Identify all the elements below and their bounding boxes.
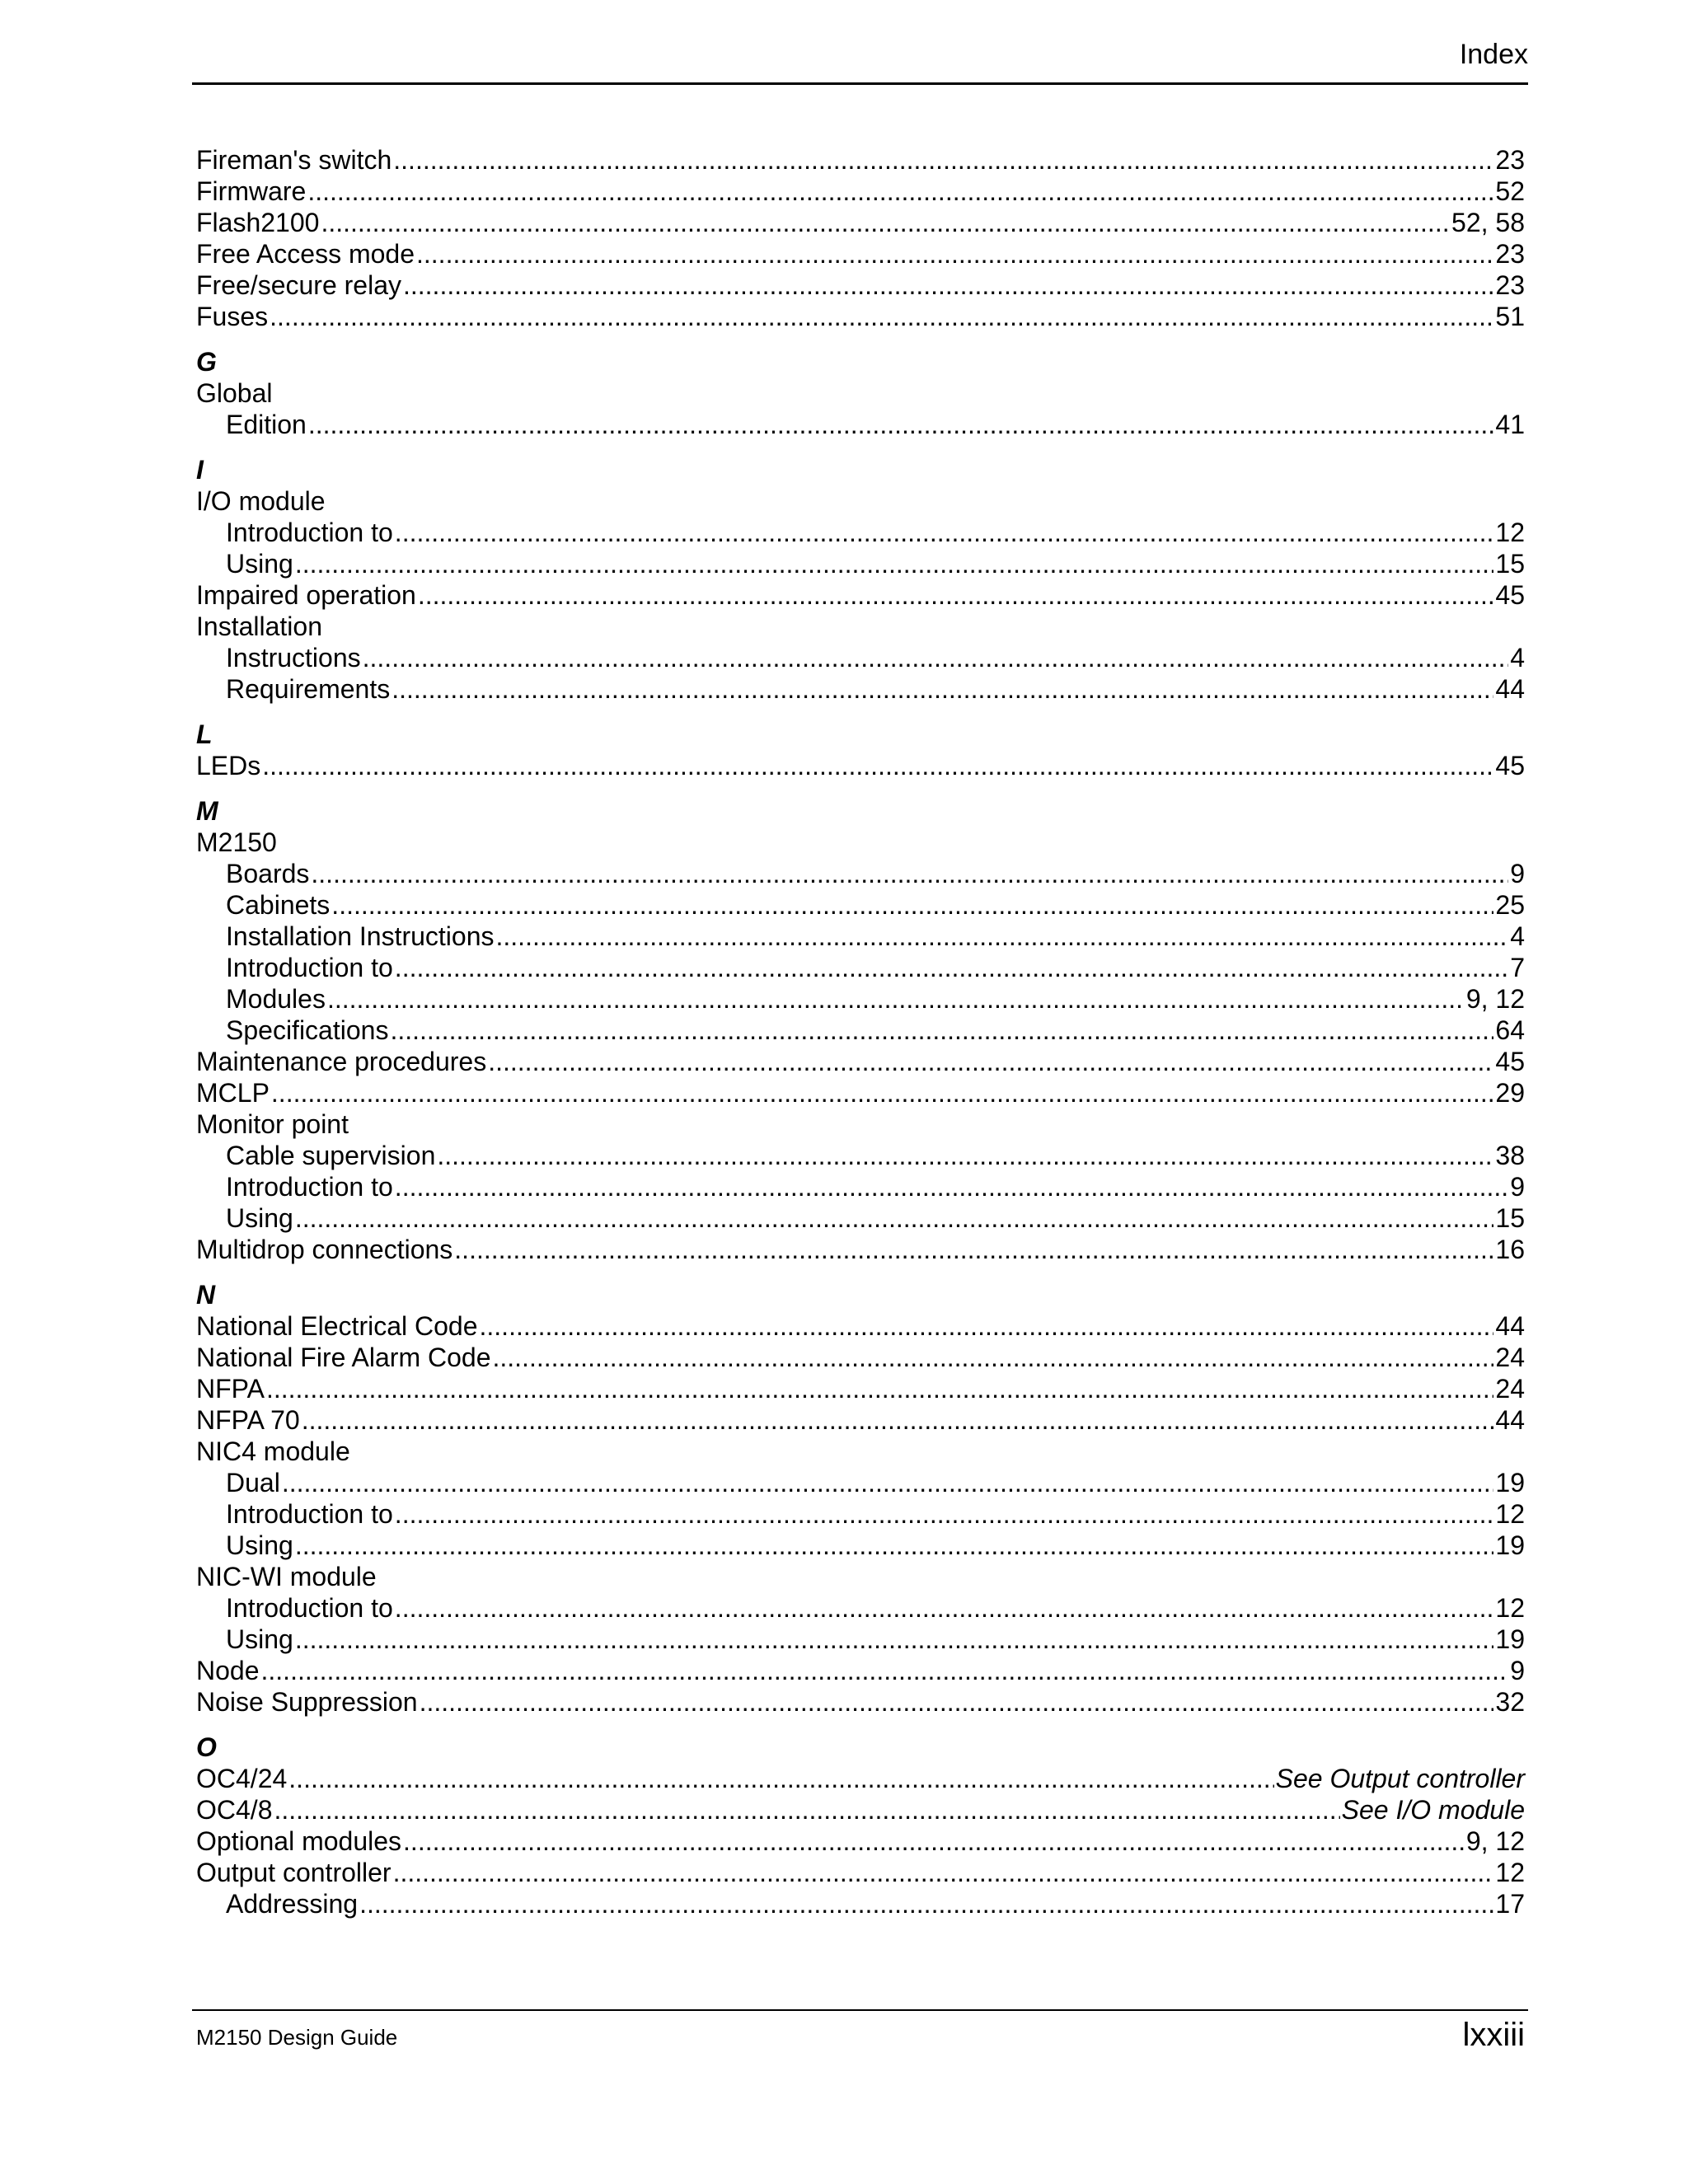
index-page-numbers: 12: [1495, 1593, 1525, 1623]
footer-page-number: lxxiii: [1462, 2017, 1525, 2053]
index-page-numbers: 9, 12: [1465, 1826, 1525, 1856]
dot-leader: [266, 1373, 1493, 1404]
dot-leader: [488, 1046, 1493, 1077]
index-term: Fireman's switch: [196, 145, 392, 175]
page-header-title: Index: [1459, 39, 1528, 70]
footer-guide-title: M2150 Design Guide: [196, 2025, 398, 2050]
index-term: Free/secure relay: [196, 270, 401, 300]
index-term: Cable supervision: [226, 1141, 436, 1170]
dot-leader: [395, 1498, 1494, 1530]
index-page-numbers: 12: [1495, 1499, 1525, 1529]
index-subentry: [196, 1888, 1525, 1919]
dot-leader: [392, 673, 1493, 705]
index-term: Free Access mode: [196, 239, 415, 269]
index-page-numbers: 17: [1495, 1889, 1525, 1919]
index-page-numbers: 45: [1495, 751, 1525, 780]
index-entry: [196, 176, 1525, 207]
index-subentry: [196, 858, 1525, 889]
index-subentry: [196, 1171, 1525, 1202]
index-term: NFPA 70: [196, 1405, 300, 1435]
index-cross-reference: See I/O module: [1341, 1795, 1525, 1825]
index-term: Noise Suppression: [196, 1687, 418, 1717]
index-term: Global: [196, 378, 273, 408]
index-subentry: [196, 1498, 1525, 1530]
index-page-numbers: 15: [1495, 1203, 1525, 1233]
index-term: Fuses: [196, 302, 269, 331]
index-term: LEDs: [196, 751, 261, 780]
index-page-numbers: 12: [1495, 1858, 1525, 1887]
index-subentry: [196, 921, 1525, 952]
index-entry: [196, 1342, 1525, 1373]
index-term: Modules: [226, 984, 326, 1014]
index-entry: [196, 1373, 1525, 1404]
index-term: Introduction to: [226, 518, 393, 547]
index-term: Using: [226, 1624, 293, 1654]
dot-leader: [311, 858, 1508, 889]
index-subentry: [196, 1140, 1525, 1171]
index-term: Requirements: [226, 674, 391, 704]
dot-leader: [418, 579, 1494, 611]
index-page-numbers: 64: [1495, 1015, 1525, 1045]
index-term: Boards: [226, 859, 310, 888]
dot-leader: [331, 889, 1493, 921]
index-subentry: [196, 1592, 1525, 1624]
index-term: MCLP: [196, 1078, 270, 1108]
index-term: Introduction to: [226, 1499, 393, 1529]
dot-leader: [395, 1171, 1508, 1202]
index-page-numbers: 9, 12: [1465, 984, 1525, 1014]
index-term: Optional modules: [196, 1826, 402, 1856]
index-term: Dual: [226, 1468, 280, 1497]
index-term: Flash2100: [196, 208, 320, 237]
index-page-numbers: 52, 58: [1451, 208, 1525, 237]
dot-leader: [327, 983, 1465, 1015]
dot-leader: [288, 1763, 1273, 1794]
index-letter-heading: O: [196, 1732, 217, 1762]
index-page-numbers: 45: [1495, 1047, 1525, 1076]
index-term: OC4/24: [196, 1764, 288, 1793]
index-entry: [196, 144, 1525, 176]
index-term: Output controller: [196, 1858, 392, 1887]
index-subentry: [196, 1530, 1525, 1561]
index-page-numbers: 15: [1495, 549, 1525, 579]
index-page-numbers: 41: [1495, 410, 1525, 439]
index-subentry: [196, 889, 1525, 921]
index-entry: [196, 1310, 1525, 1342]
dot-leader: [492, 1342, 1493, 1373]
index-letter-heading: G: [196, 347, 217, 377]
index-term: Impaired operation: [196, 580, 416, 610]
index-cross-reference: See Output controller: [1275, 1764, 1525, 1793]
index-page-numbers: 44: [1495, 674, 1525, 704]
index-letter-heading: L: [196, 719, 213, 749]
index-term: Using: [226, 549, 293, 579]
index-term: NIC-WI module: [196, 1562, 377, 1591]
dot-leader: [270, 301, 1493, 332]
index-term: OC4/8: [196, 1795, 273, 1825]
index-term: Installation: [196, 612, 322, 641]
index-entry: [196, 1763, 1525, 1794]
index-subentry: [196, 1015, 1525, 1046]
index-entry: [196, 485, 1525, 517]
index-term: National Fire Alarm Code: [196, 1343, 491, 1372]
index-term: Instructions: [226, 643, 361, 673]
index-term: Using: [226, 1530, 293, 1560]
index-page-numbers: 9: [1510, 859, 1525, 888]
dot-leader: [295, 1624, 1494, 1655]
index-term: Cabinets: [226, 890, 331, 920]
index-entry: [196, 1655, 1525, 1686]
index-page-numbers: 19: [1495, 1530, 1525, 1560]
index-page-numbers: 45: [1495, 580, 1525, 610]
dot-leader: [321, 207, 1450, 238]
index-page-numbers: 29: [1495, 1078, 1525, 1108]
index-subentry: [196, 673, 1525, 705]
index-term: Introduction to: [226, 1593, 393, 1623]
index-entry: [196, 301, 1525, 332]
footer-rule: [192, 2009, 1528, 2011]
index-letter-heading: M: [196, 796, 218, 826]
dot-leader: [363, 642, 1509, 673]
dot-leader: [359, 1888, 1493, 1919]
index-term: Introduction to: [226, 953, 393, 982]
dot-leader: [395, 1592, 1494, 1624]
index-term: Installation Instructions: [226, 921, 495, 951]
index-page-numbers: 23: [1495, 239, 1525, 269]
index-subentry: [196, 1202, 1525, 1234]
index-page-numbers: 12: [1495, 518, 1525, 547]
index-page-numbers: 7: [1510, 953, 1525, 982]
dot-leader: [393, 144, 1493, 176]
index-page-numbers: 38: [1495, 1141, 1525, 1170]
dot-leader: [454, 1234, 1493, 1265]
index-subentry: [196, 517, 1525, 548]
index-term: M2150: [196, 827, 277, 857]
index-entry: [196, 1825, 1525, 1857]
index-page-numbers: 32: [1495, 1687, 1525, 1717]
index-subentry: [196, 1624, 1525, 1655]
index-list: [196, 144, 1525, 1919]
dot-leader: [437, 1140, 1493, 1171]
index-subentry: [196, 952, 1525, 983]
index-letter-heading: N: [196, 1280, 216, 1310]
index-subentry: [196, 1467, 1525, 1498]
index-term: Edition: [226, 410, 307, 439]
index-page-numbers: 19: [1495, 1468, 1525, 1497]
index-entry: [196, 1404, 1525, 1436]
index-term: Specifications: [226, 1015, 389, 1045]
index-page-numbers: 44: [1495, 1405, 1525, 1435]
dot-leader: [393, 1857, 1494, 1888]
dot-leader: [262, 750, 1493, 781]
dot-leader: [403, 269, 1493, 301]
index-term: Using: [226, 1203, 293, 1233]
dot-leader: [295, 548, 1494, 579]
index-entry: [196, 1794, 1525, 1825]
index-entry: [196, 1561, 1525, 1592]
index-entry: [196, 1857, 1525, 1888]
dot-leader: [261, 1655, 1509, 1686]
index-subentry: [196, 983, 1525, 1015]
dot-leader: [271, 1077, 1494, 1108]
index-entry: [196, 1436, 1525, 1467]
dot-leader: [295, 1202, 1494, 1234]
index-entry: [196, 1108, 1525, 1140]
header-rule: [192, 82, 1528, 85]
dot-leader: [403, 1825, 1465, 1857]
index-page-numbers: 16: [1495, 1235, 1525, 1264]
index-page-numbers: 44: [1495, 1311, 1525, 1341]
index-page-numbers: 52: [1495, 176, 1525, 206]
index-term: Monitor point: [196, 1109, 349, 1139]
index-page-numbers: 19: [1495, 1624, 1525, 1654]
index-term: Addressing: [226, 1889, 359, 1919]
index-term: I/O module: [196, 486, 326, 516]
index-entry: [196, 1234, 1525, 1265]
index-entry: [196, 827, 1525, 858]
index-term: National Electrical Code: [196, 1311, 478, 1341]
index-entry: [196, 1686, 1525, 1718]
dot-leader: [390, 1015, 1493, 1046]
dot-leader: [295, 1530, 1494, 1561]
index-subentry: [196, 548, 1525, 579]
index-page-numbers: 24: [1495, 1343, 1525, 1372]
dot-leader: [480, 1310, 1494, 1342]
index-page-numbers: 51: [1495, 302, 1525, 331]
index-entry: [196, 377, 1525, 409]
index-entry: [196, 207, 1525, 238]
index-page-numbers: 23: [1495, 145, 1525, 175]
index-term: NIC4 module: [196, 1436, 350, 1466]
index-entry: [196, 269, 1525, 301]
dot-leader: [416, 238, 1493, 269]
index-term: Maintenance procedures: [196, 1047, 487, 1076]
index-page-numbers: 23: [1495, 270, 1525, 300]
index-page-numbers: 9: [1510, 1656, 1525, 1685]
dot-leader: [302, 1404, 1494, 1436]
dot-leader: [274, 1794, 1339, 1825]
index-term: NFPA: [196, 1374, 265, 1404]
index-page-numbers: 9: [1510, 1172, 1525, 1202]
index-page-numbers: 4: [1510, 643, 1525, 673]
index-entry: [196, 1046, 1525, 1077]
index-entry: [196, 1077, 1525, 1108]
index-subentry: [196, 409, 1525, 440]
index-page-numbers: 24: [1495, 1374, 1525, 1404]
dot-leader: [395, 517, 1494, 548]
dot-leader: [420, 1686, 1494, 1718]
index-page-numbers: 25: [1495, 890, 1525, 920]
index-entry: [196, 238, 1525, 269]
dot-leader: [282, 1467, 1494, 1498]
index-page-numbers: 4: [1510, 921, 1525, 951]
index-letter-heading: I: [196, 455, 204, 485]
dot-leader: [308, 409, 1494, 440]
index-subentry: [196, 642, 1525, 673]
dot-leader: [307, 176, 1493, 207]
index-term: Introduction to: [226, 1172, 393, 1202]
dot-leader: [496, 921, 1509, 952]
index-term: Multidrop connections: [196, 1235, 453, 1264]
index-term: Firmware: [196, 176, 307, 206]
index-term: Node: [196, 1656, 260, 1685]
index-entry: [196, 750, 1525, 781]
index-entry: [196, 611, 1525, 642]
index-entry: [196, 579, 1525, 611]
dot-leader: [395, 952, 1508, 983]
